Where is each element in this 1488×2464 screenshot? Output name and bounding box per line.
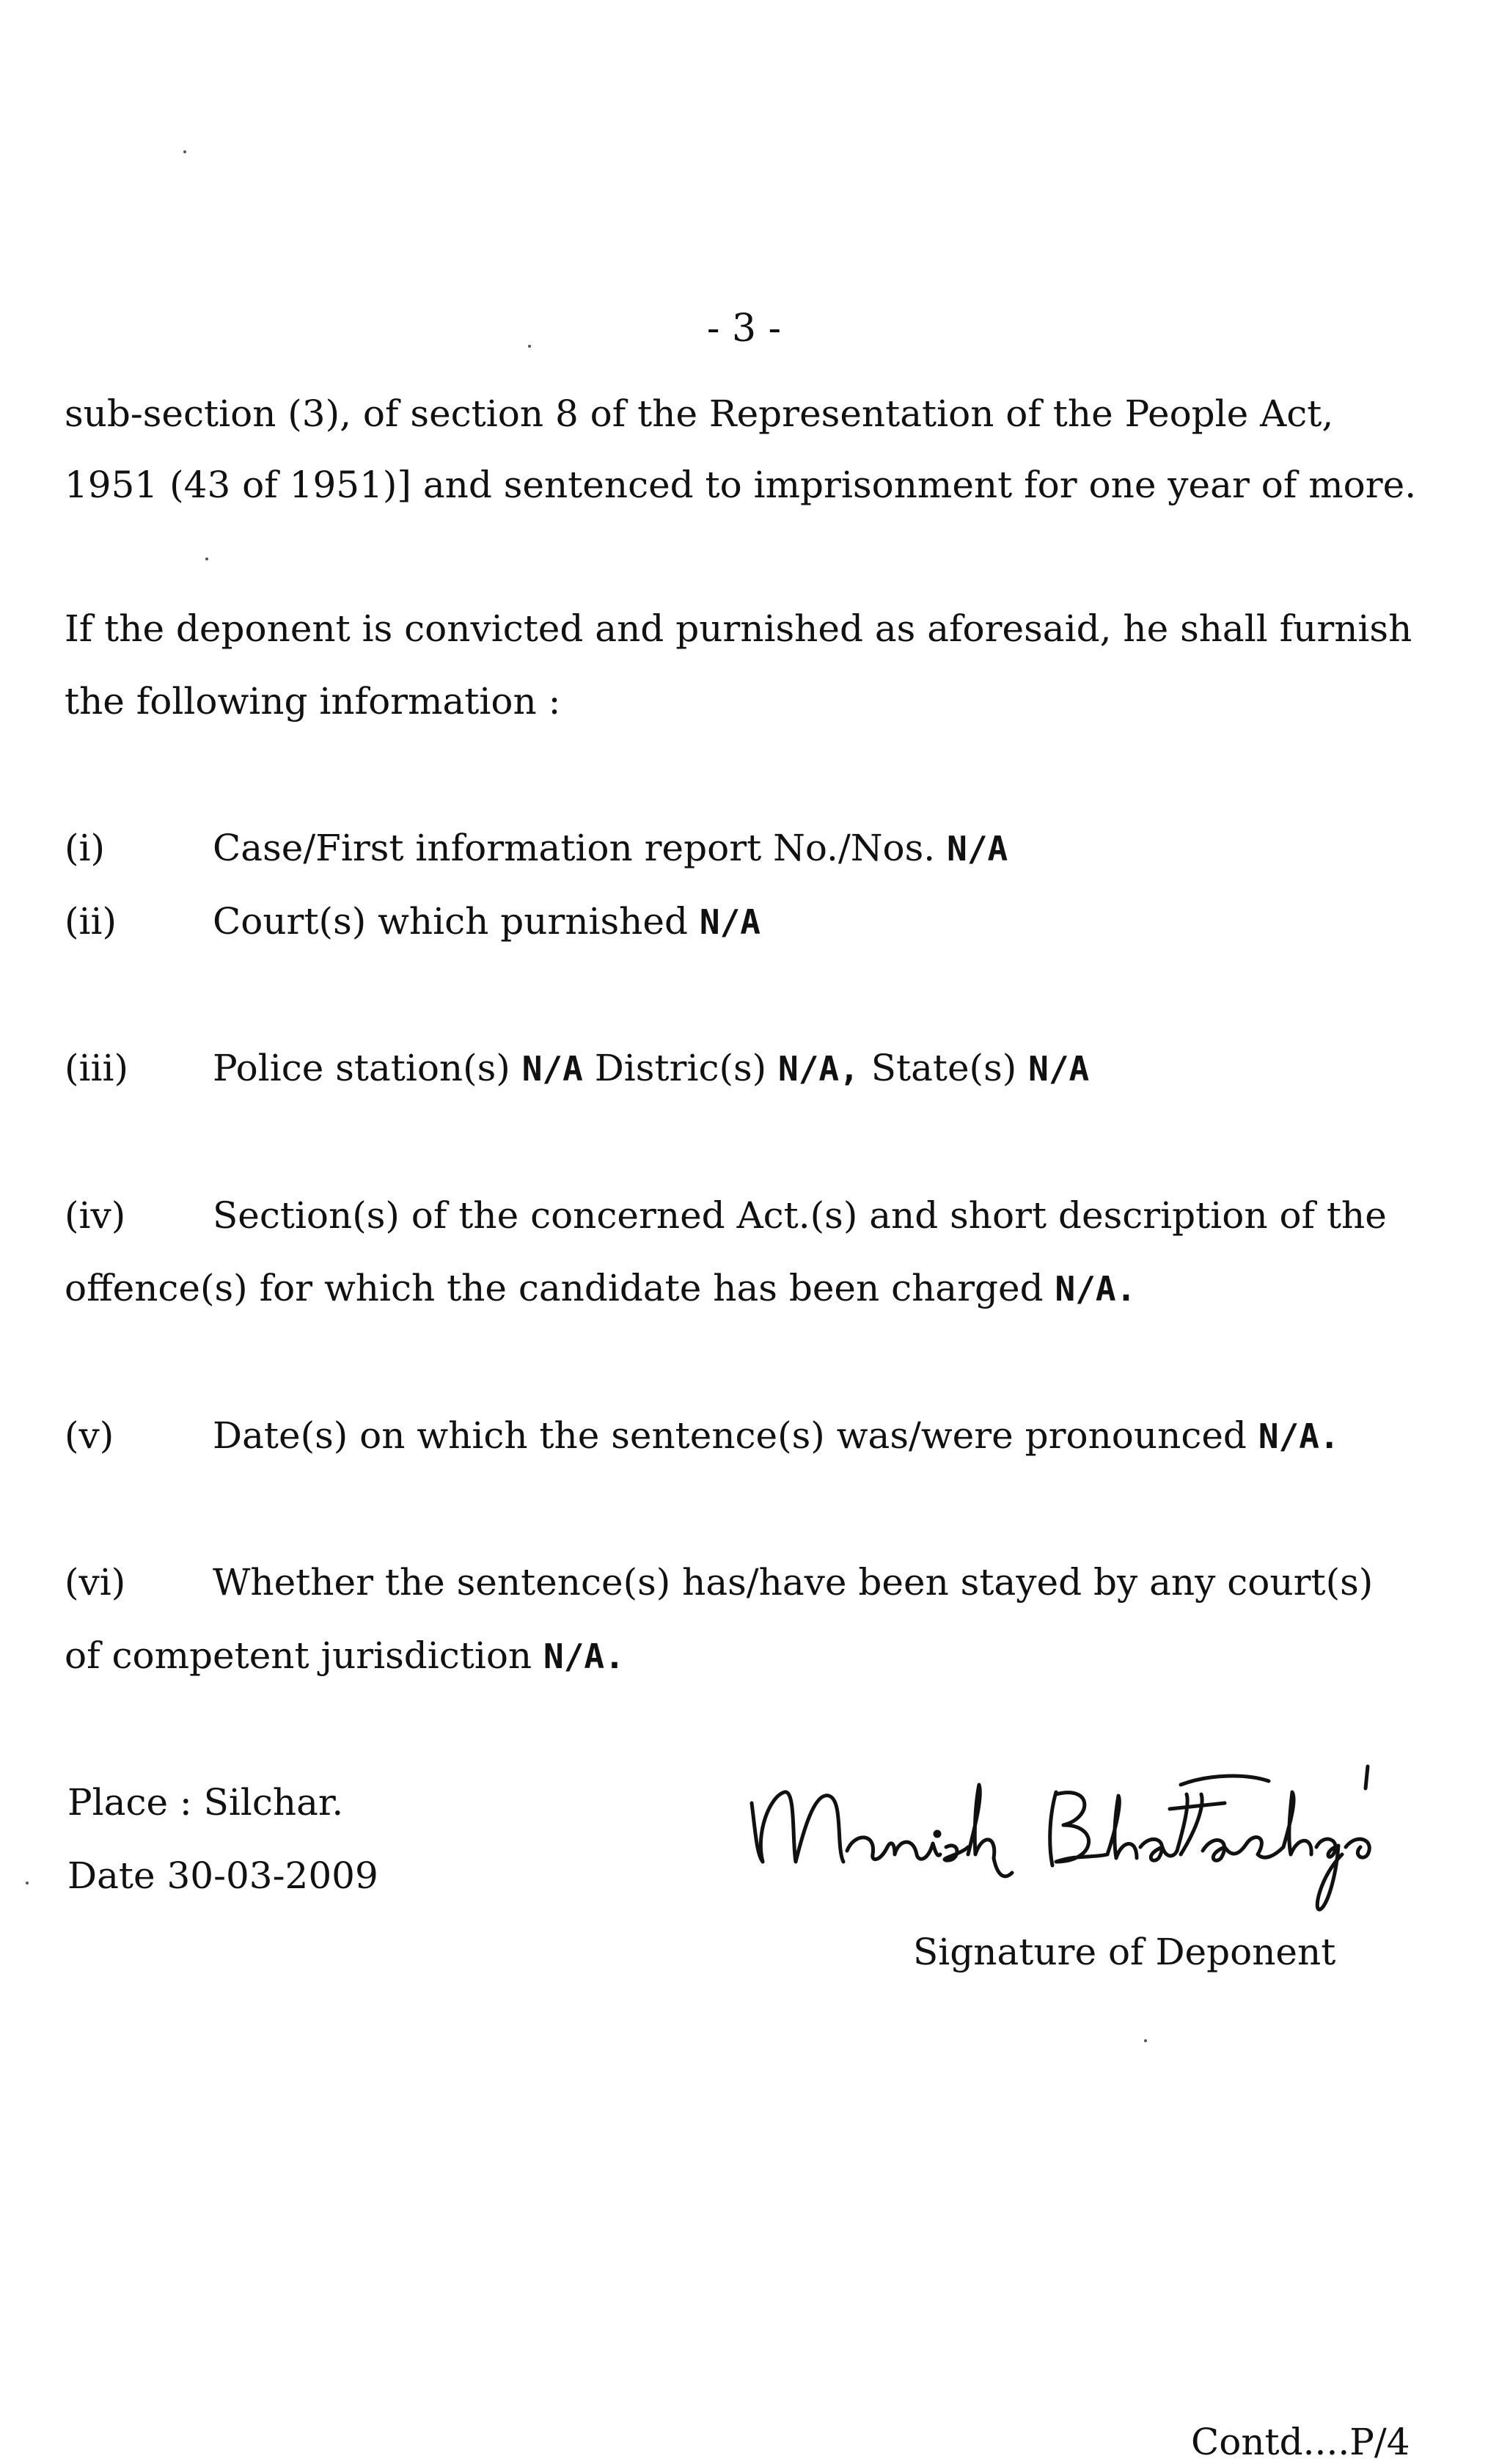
place-line: Place : Silchar. bbox=[67, 1781, 344, 1824]
item-iii-na-c: N/A bbox=[1028, 1049, 1090, 1089]
item-v-na: N/A. bbox=[1258, 1416, 1340, 1456]
page-number: - 3 - bbox=[706, 307, 782, 351]
item-iii-na-a: N/A bbox=[521, 1049, 583, 1089]
item-i-text: Case/First information report No./Nos. bbox=[213, 827, 936, 869]
item-vi-na: N/A. bbox=[543, 1637, 625, 1676]
item-v-text: Date(s) on which the sentence(s) was/were pronounced bbox=[213, 1414, 1247, 1457]
item-iv-number: (iv) bbox=[65, 1194, 126, 1237]
item-vi-text-line2: of competent jurisdiction bbox=[65, 1634, 532, 1677]
item-vi-line1: Whether the sentence(s) has/have been stayed by any court(s) bbox=[213, 1561, 1374, 1604]
item-vi-number: (vi) bbox=[65, 1561, 126, 1604]
item-iii-number: (iii) bbox=[65, 1047, 128, 1089]
para2-line1: If the deponent is convicted and purnished as aforesaid, he shall furnish bbox=[65, 607, 1412, 650]
item-ii-na: N/A bbox=[699, 902, 761, 942]
item-ii-number: (ii) bbox=[65, 900, 117, 943]
item-iii-na-b: N/A, bbox=[778, 1049, 860, 1089]
item-iv-line2 bbox=[65, 1266, 1136, 1311]
date-line: Date 30-03-2009 bbox=[67, 1854, 378, 1897]
item-iv-text-line2: offence(s) for which the candidate has been charged bbox=[65, 1267, 1044, 1309]
item-ii-text: Court(s) which purnished bbox=[213, 900, 688, 943]
scan-speck bbox=[26, 1882, 29, 1884]
item-iii-text-b: Distric(s) bbox=[594, 1047, 767, 1089]
scan-speck bbox=[1144, 2039, 1147, 2042]
para2-line2: the following information : bbox=[65, 680, 561, 723]
item-ii bbox=[213, 899, 761, 944]
item-i-na: N/A bbox=[947, 829, 1008, 869]
item-iv-line1: Section(s) of the concerned Act.(s) and short description of the bbox=[213, 1194, 1387, 1237]
signature-label: Signature of Deponent bbox=[913, 1931, 1336, 1973]
scan-speck bbox=[528, 345, 531, 348]
item-v-number: (v) bbox=[65, 1414, 114, 1457]
item-iii-text-a: Police station(s) bbox=[213, 1047, 510, 1089]
para1-line2: 1951 (43 of 1951)] and sentenced to imprisonment for one year of more. bbox=[65, 464, 1417, 506]
item-vi-line2 bbox=[65, 1634, 625, 1678]
scan-speck bbox=[183, 150, 186, 153]
continued-note: Contd....P/4 bbox=[1191, 2421, 1410, 2463]
item-iii-text-c: State(s) bbox=[871, 1047, 1017, 1089]
item-iii bbox=[213, 1046, 1089, 1091]
handwritten-signature bbox=[741, 1752, 1401, 1920]
scan-speck bbox=[205, 557, 208, 560]
item-i bbox=[213, 826, 1008, 871]
para1-line1: sub-section (3), of section 8 of the Representation of the People Act, bbox=[65, 392, 1334, 435]
item-i-number: (i) bbox=[65, 827, 106, 869]
item-iv-na: N/A. bbox=[1055, 1269, 1137, 1309]
item-v bbox=[213, 1414, 1340, 1458]
